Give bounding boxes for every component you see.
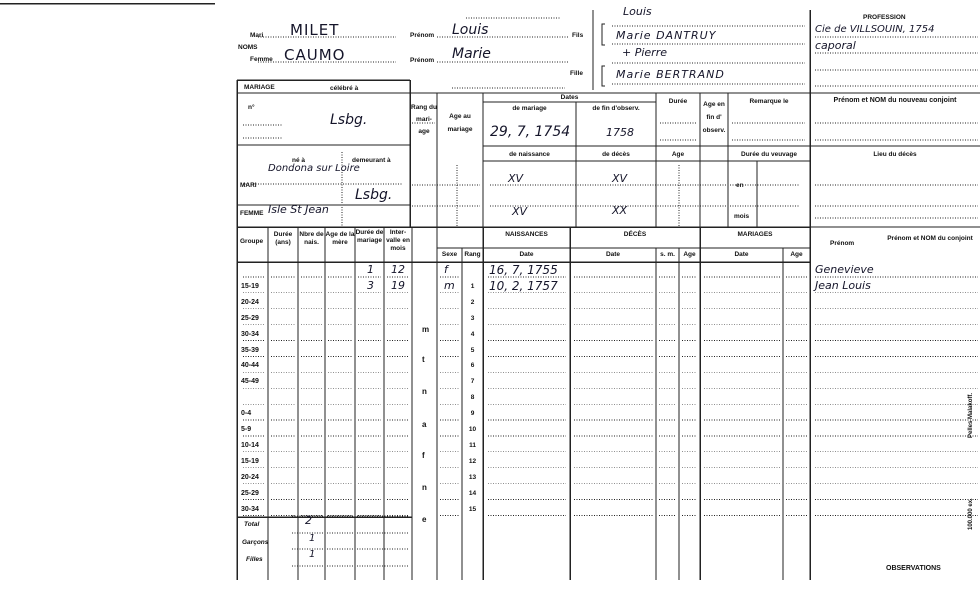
vertical-letter: n [422,483,427,492]
total-label: Total [244,521,260,528]
mari-naissance: XV [508,172,524,185]
garcons-value: 1 [309,533,316,544]
mere-femme: Marie BERTRAND [616,68,725,81]
rang-label: Rang [464,251,481,258]
vertical-letter: a [422,420,427,429]
fin-observ-label: de fin d'observ. [592,105,640,112]
mari-row-label: MARI [240,182,257,189]
rang-row-number: 13 [468,473,477,481]
groupe-label: Groupe [240,238,264,245]
rang-row-number: 12 [468,457,477,465]
naissances-label: NAISSANCES [505,231,548,238]
date-fin-observ: 1758 [606,126,634,139]
rang-row-number: 8 [470,394,475,402]
child-duree-mariage: 3 [367,278,374,292]
en-label: en [736,182,744,189]
mariages-label: MARIAGES [737,231,773,238]
naissances-date-label: Date [519,251,534,258]
celebre-label: célébré à [330,85,359,92]
femme-nom: CAUMO [284,46,346,64]
child-sexe: m [444,278,455,292]
profession-line1: Cie de VILLSOUIN, 1754 [815,24,935,35]
prenom-nom-conjoint-label: Prénom et NOM du conjoint [887,235,973,242]
mari-label: Mari [250,32,264,39]
rang-row-number: 2 [470,298,475,306]
child-birth-date: 10, 2, 1757 [489,278,558,293]
rang-row-number: 11 [469,441,476,449]
deces-date-label: Date [605,251,621,258]
mariage-title: MARIAGE [244,84,275,91]
dates-label: Dates [560,94,579,101]
duree-label: Durée [668,98,688,105]
rang-row-number: 1 [470,282,475,290]
age-col-label: Age [671,151,685,158]
pere-femme: + Pierre [622,46,667,59]
naissance-label: de naissance [509,151,550,158]
rang-row-number: 9 [470,410,475,418]
remarque-label: Remarque le [749,98,789,105]
rang-row-number: 5 [470,346,475,354]
mari-prenom: Louis [452,22,489,38]
femme-ne-a: Isle St Jean [268,203,329,216]
femme-naissance: XV [512,205,528,218]
groupe-row-label: 30-34 [241,505,259,513]
mere-mari: Marie DANTRUY [616,29,717,42]
child-intervalle: 19 [391,278,405,292]
rang-row-number: 4 [470,330,475,338]
date-mariage: 29, 7, 1754 [490,124,571,140]
no-label: n° [248,104,255,111]
groupe-row-label: 5-9 [241,426,252,433]
nouveau-conjoint-label: Prénom et NOM du nouveau conjoint [833,97,957,104]
deces-enfants-label: DÉCÈS [623,231,647,238]
fille-label: Fille [570,70,584,77]
intervalle-label: Inter- valle en mois [386,229,410,252]
lieu-deces-label: Lieu du décès [873,151,917,158]
femme-row-label: FEMME [240,210,264,217]
de-mariage-label: de mariage [512,105,547,112]
child-intervalle: 12 [391,263,405,276]
nbre-nais-label: Nbre de nais. [299,231,324,246]
groupe-row-label: 40-44 [241,362,259,370]
duree-mariage-label: Durée de mariage [355,229,384,244]
age-fin-label: Age en fin d' observ. [702,101,726,134]
deces-label: de décès [602,151,630,158]
rang-mariage-label: Rang du mari- age [411,104,437,135]
duree-ans-label: Durée (ans) [273,231,293,246]
mariage-lieu: Lsbg. [330,112,368,128]
age-mere-label: Age de la mère [325,231,355,246]
mariages-age-label: Age [790,251,803,258]
garcons-label: Garçons [242,539,269,546]
femme-deces: XX [612,204,628,217]
profession-line2: caporal [815,39,856,52]
vertical-letter: n [422,387,427,396]
groupe-row-label: 0-4 [241,410,252,418]
mari-deces: XV [612,172,628,185]
groupe-row-label: 25-29 [241,489,259,497]
duree-veuvage-label: Durée du veuvage [741,151,797,158]
filles-value: 1 [309,549,316,560]
total-value: 2 [305,514,312,527]
child-birth-date: 16, 7, 1755 [489,263,558,277]
child-duree-mariage: 1 [367,263,374,276]
groupe-row-label: 25-29 [241,314,259,322]
rang-row-number: 10 [468,426,477,433]
mari-ne-a: Dondona sur Loire [268,163,360,174]
femme-prenom: Marie [452,46,491,62]
vertical-letter: e [422,515,427,524]
noms-label: NOMS [238,44,258,51]
femme-label: Femme [250,56,273,63]
vertical-letter: t [422,355,425,364]
mari-nom: MILET [290,21,340,39]
rang-row-number: 6 [470,362,475,370]
groupe-row-label: 20-24 [241,473,259,481]
groupe-row-label: 15-19 [241,457,259,465]
ne-a-label: né à [292,157,306,164]
pere-mari: Louis [623,5,652,18]
mois-label: mois [734,213,750,220]
groupe-row-label: 45-49 [241,378,259,386]
prenom-femme-label: Prénom [410,57,435,64]
mari-demeurant: Lsbg. [355,187,393,203]
groupe-row-label: 30-34 [241,330,259,338]
age-mariage-label: Age au mariage [447,113,473,133]
sexe-label: Sexe [441,251,458,258]
vertical-letter: m [422,325,430,334]
sm-label: s. m. [660,251,675,258]
rang-row-number: 14 [468,489,477,497]
child-prenom: Jean Louis [815,278,871,292]
observations-label: OBSERVATIONS [886,565,941,572]
rang-row-number: 15 [468,505,477,513]
child-prenom: Genevieve [815,263,874,276]
deces-age-label: Age [683,251,696,258]
rang-row-number: 3 [470,314,475,322]
mariages-date-label: Date [734,251,749,258]
rang-row-number: 7 [470,378,475,386]
profession-label: PROFESSION [863,14,906,21]
groupe-row-label: 10-14 [241,441,259,449]
filles-label: Filles [246,556,263,563]
copies-side-text: 100.000 ex. [968,498,974,530]
prenom-mari-label: Prénom [410,32,435,39]
groupe-row-label: 35-39 [241,346,259,354]
groupe-row-label: 15-19 [241,282,259,290]
vertical-letter: f [422,451,425,460]
demeurant-label: demeurant à [352,157,391,164]
prenom-enfant-label: Prénom [830,240,855,247]
groupe-row-label: 20-24 [241,298,259,306]
printer-side-text: Pelles Malakoff. [968,392,974,438]
child-sexe: f [444,263,448,276]
fils-label: Fils [572,32,584,39]
